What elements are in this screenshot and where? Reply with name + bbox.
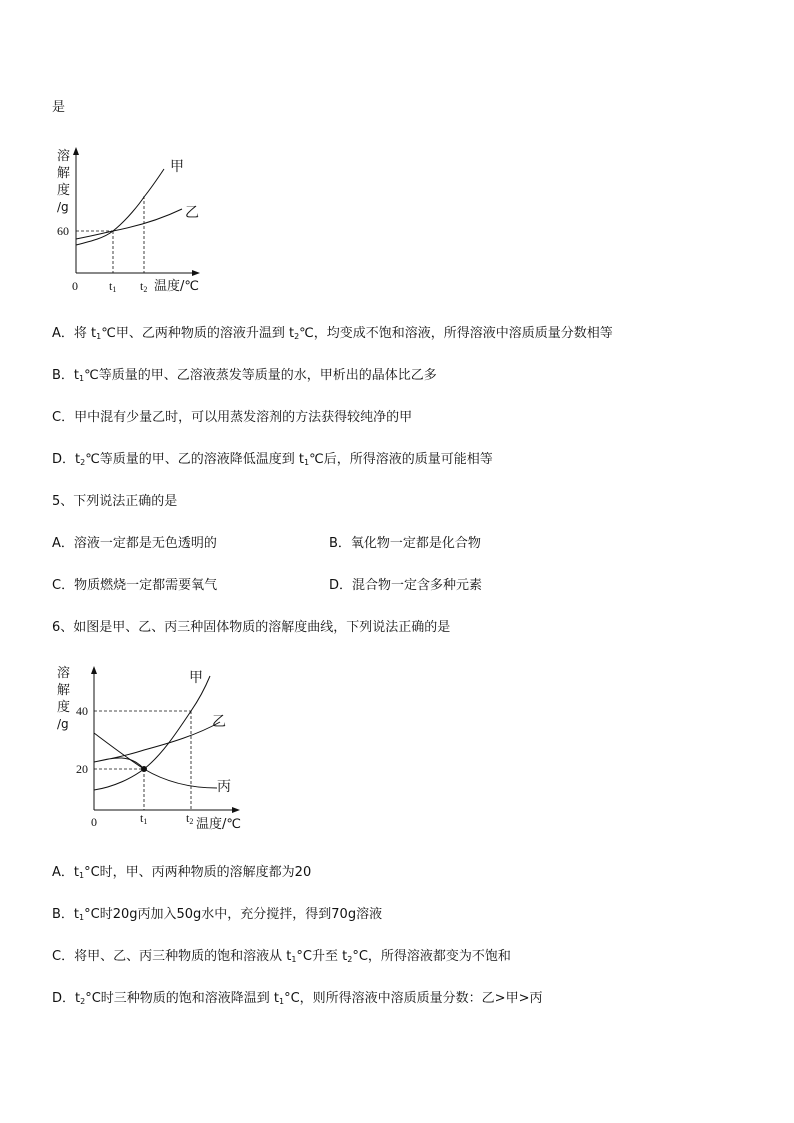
q5-option-d: D．混合物一定含多种元素 <box>329 578 483 593</box>
chart2-series-label-yi: 乙 <box>212 714 226 730</box>
chart1-xtick-t2: t2 <box>140 279 148 294</box>
q6-option-c: C．将甲、乙、丙三种物质的饱和溶液从 $t_1^\circ C$升至 $t_2^\circ C$，所得溶液都变为不饱和 <box>52 949 511 964</box>
chart1-xtick-t1: t1 <box>109 279 117 294</box>
chart2-ytick-40: 40 <box>76 704 88 718</box>
chart2-ylabel-3: 度 <box>57 700 71 715</box>
q5-option-c: C．物质燃烧一定都需要氧气 <box>52 578 218 593</box>
chart2-origin: 0 <box>91 815 97 829</box>
chart2-curve-bing <box>94 733 217 788</box>
chart1-y-arrow <box>73 147 79 155</box>
chart1-curve-yi <box>76 209 182 239</box>
q6-option-d: D．$t_2^\circ C$时三种物质的饱和溶液降温到 $t_1^\circ C$，则所得溶液中溶质质量分数：乙>甲>丙 <box>52 991 543 1006</box>
q4-option-a: A．将 $t_1℃$甲、乙两种物质的溶液升温到 $t_2℃$，均变成不饱和溶液，所得溶液中溶质质量分数相等 <box>52 326 613 341</box>
chart2-xlabel: 温度/℃ <box>196 817 241 832</box>
chart1-ylabel-1: 溶 <box>57 149 71 164</box>
chart2-ytick-20: 20 <box>76 762 88 776</box>
q6-stem: 6、如图是甲、乙、丙三种固体物质的溶解度曲线，下列说法正确的是 <box>52 620 451 635</box>
chart1-ylabel-2: 解 <box>57 166 71 181</box>
q4-option-d: D．$t_2℃$等质量的甲、乙的溶液降低温度到 $t_1℃$后，所得溶液的质量可能相等 <box>52 452 493 467</box>
solubility-chart-1 <box>52 143 212 298</box>
chart1-curve-jia <box>76 169 164 245</box>
q4-option-b: B．$t_1℃$等质量的甲、乙溶液蒸发等质量的水，甲析出的晶体比乙多 <box>52 368 437 383</box>
chart2-intersection-point <box>141 766 147 772</box>
chart1-xlabel: 温度/℃ <box>154 279 199 294</box>
chart2-series-label-jia: 甲 <box>189 670 203 686</box>
chart2-x-arrow <box>232 807 240 813</box>
chart2-xtick-t1: t1 <box>140 811 148 826</box>
chart2-curve-yi <box>94 722 220 769</box>
q4-option-c: C．甲中混有少量乙时，可以用蒸发溶剂的方法获得较纯净的甲 <box>52 410 413 425</box>
q6-option-a: A．$t_1^\circ C$时，甲、丙两种物质的溶解度都为20 <box>52 865 312 880</box>
chart1-ylabel-4: /g <box>57 200 69 214</box>
chart1-ytick-60: 60 <box>57 224 69 238</box>
previous-question-tail: 是 <box>52 100 66 115</box>
q6-option-b: B．$t_1^\circ C$时20g丙加入50g水中，充分搅拌，得到70g溶液 <box>52 907 383 922</box>
chart2-series-label-bing: 丙 <box>217 779 231 795</box>
chart2-ylabel-4: /g <box>57 717 69 731</box>
chart1-origin: 0 <box>72 279 78 293</box>
chart1-series-label-jia: 甲 <box>170 159 184 175</box>
chart2-y-arrow <box>91 666 97 674</box>
chart1-x-arrow <box>192 270 200 276</box>
chart2-ylabel-1: 溶 <box>57 666 71 681</box>
chart2-ylabel-2: 解 <box>57 683 71 698</box>
q5-option-b: B．氧化物一定都是化合物 <box>329 536 481 551</box>
chart2-xtick-t2: t2 <box>186 811 194 826</box>
solubility-chart-2 <box>52 660 252 835</box>
q5-option-a: A．溶液一定都是无色透明的 <box>52 536 217 551</box>
chart1-series-label-yi: 乙 <box>185 205 199 221</box>
q5-stem: 5、下列说法正确的是 <box>52 494 178 509</box>
chart1-ylabel-3: 度 <box>57 183 71 198</box>
